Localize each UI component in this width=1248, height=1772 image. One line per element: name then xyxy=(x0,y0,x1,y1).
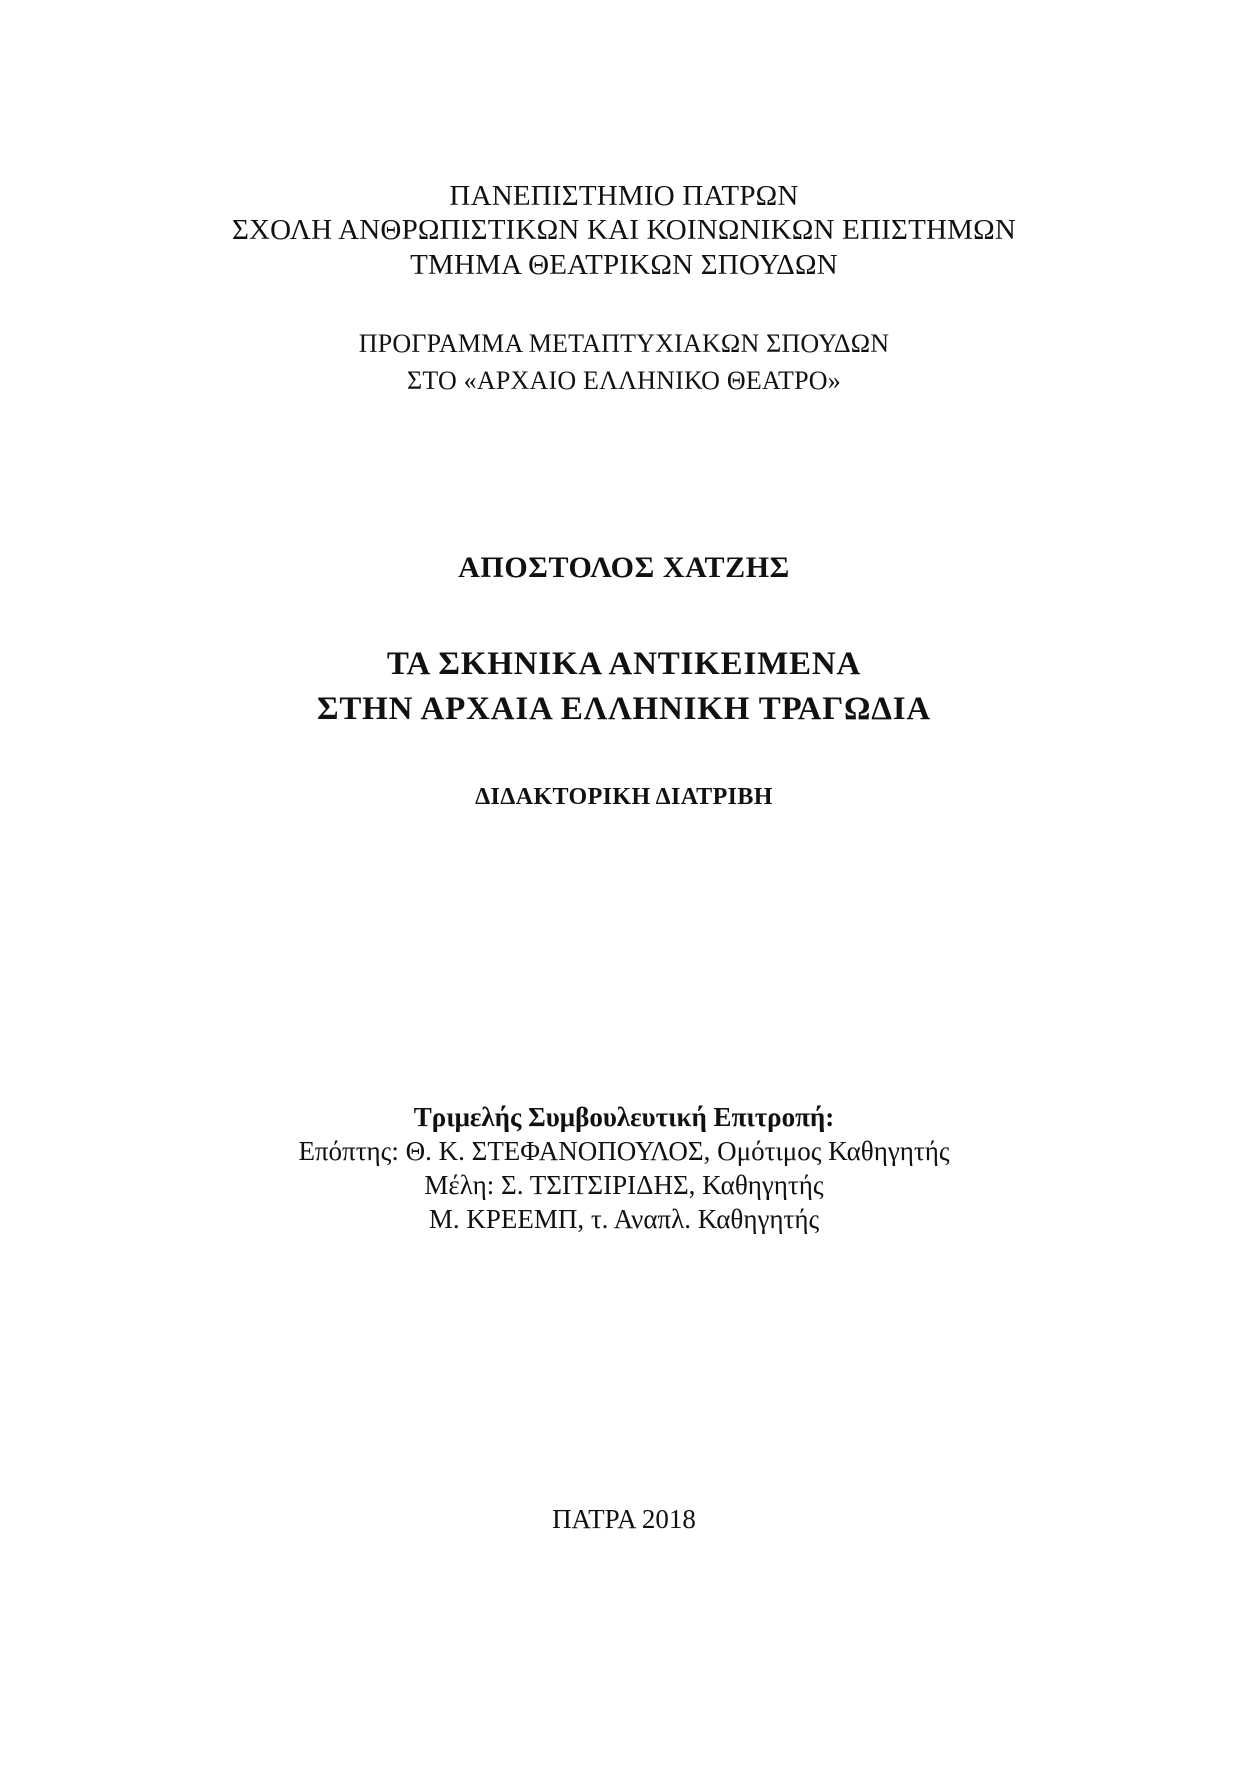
committee-member-2: Μ. ΚΡΕΕΜΠ, τ. Αναπλ. Καθηγητής xyxy=(428,1204,820,1234)
committee-heading: Τριμελής Συμβουλευτική Επιτροπή: xyxy=(413,1102,835,1132)
place-and-year: ΠΑΤΡΑ 2018 xyxy=(552,1504,696,1534)
program-line-2: ΣΤΟ «ΑΡΧΑΙΟ ΕΛΛΗΝΙΚΟ ΘΕΑΤΡΟ» xyxy=(407,366,841,395)
thesis-title-line-1: ΤΑ ΣΚΗΝΙΚΑ ΑΝΤΙΚΕΙΜΕΝΑ xyxy=(386,646,862,682)
committee-member-1: Μέλη: Σ. ΤΣΙΤΣΙΡΙΔΗΣ, Καθηγητής xyxy=(424,1170,824,1200)
department-name: ΤΜΗΜΑ ΘΕΑΤΡΙΚΩΝ ΣΠΟΥΔΩΝ xyxy=(410,249,838,281)
document-type: ΔΙΔΑΚΤΟΡΙΚΗ ΔΙΑΤΡΙΒΗ xyxy=(475,784,773,810)
committee-supervisor: Επόπτης: Θ. Κ. ΣΤΕΦΑΝΟΠΟΥΛΟΣ, Ομότιμος Καθηγητής xyxy=(298,1136,950,1166)
university-name: ΠΑΝΕΠΙΣΤΗΜΙΟ ΠΑΤΡΩΝ xyxy=(449,180,799,212)
program-line-1: ΠΡΟΓΡΑΜΜΑ ΜΕΤΑΠΤΥΧΙΑΚΩΝ ΣΠΟΥΔΩΝ xyxy=(358,329,890,358)
author-name: ΑΠΟΣΤΟΛΟΣ ΧΑΤΖΗΣ xyxy=(458,551,790,584)
thesis-title-line-2: ΣΤΗΝ ΑΡΧΑΙΑ ΕΛΛΗΝΙΚΗ ΤΡΑΓΩΔΙΑ xyxy=(316,691,932,727)
school-name: ΣΧΟΛΗ ΑΝΘΡΩΠΙΣΤΙΚΩΝ ΚΑΙ ΚΟΙΝΩΝΙΚΩΝ ΕΠΙΣΤΗΜΩΝ xyxy=(231,214,1017,246)
